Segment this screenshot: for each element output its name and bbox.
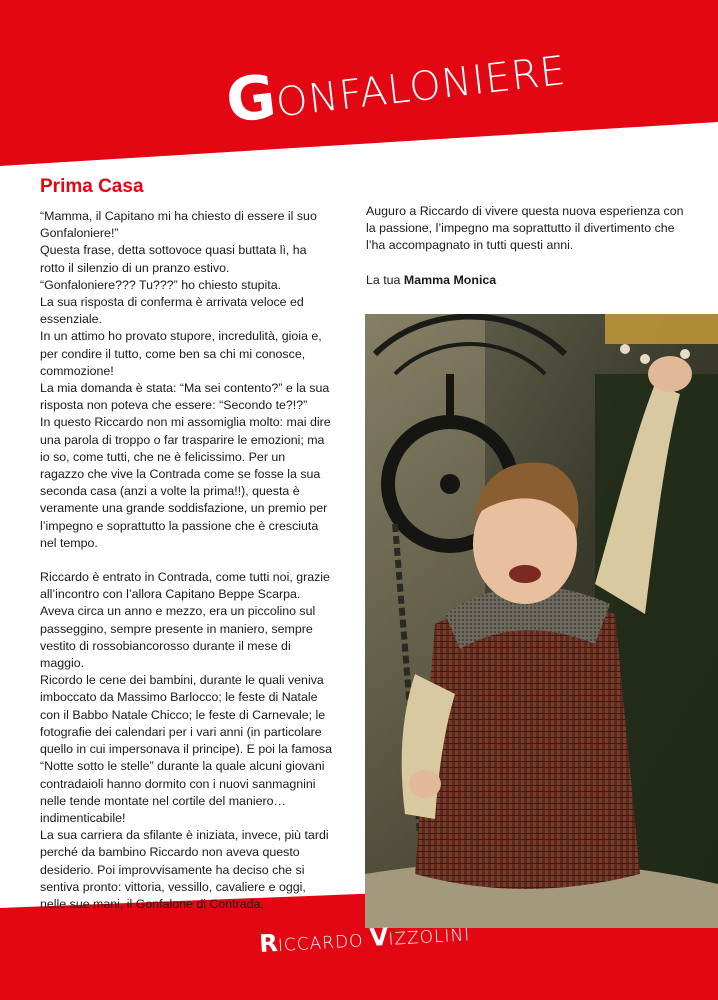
paragraph: La sua risposta di conferma è arrivata veloce ed essenziale. xyxy=(40,295,304,327)
portrait-photo-illustration xyxy=(365,314,718,928)
article-left-column xyxy=(40,208,332,913)
footer-last-rest: IZZOLINI xyxy=(387,925,471,950)
closing-paragraph: Auguro a Riccardo di vivere questa nuova esperienza con la passione, l’impegno ma soprattutto il divertimento che l’ha accompagnato in tutti questi anni. xyxy=(366,204,684,253)
paragraph-spacer xyxy=(366,255,686,272)
paragraph: Ricordo le cene dei bambini, durante le quali veniva imboccato da Massimo Barlocco; le feste di Natale con il Babbo Natale Chicco; le feste di Carnevale; le fotografie dei calendari per i vari anni (in particolare quello in cui impersonava il principe). E poi la famosa “Notte sotto le stelle” durante la quale alcuni giovani contradaioli hanno dormito con i nuovi sanmagnini nelle tende montate nel cortile del maniero…indimenticabile! xyxy=(40,673,333,825)
paragraph: “Gonfaloniere??? Tu???” ho chiesto stupita. xyxy=(40,277,282,292)
signature xyxy=(366,272,686,289)
paragraph: Questa frase, detta sottovoce quasi buttata lì, ha rotto il silenzio di un pranzo estivo. xyxy=(40,243,307,275)
paragraph: La sua carriera da sfilante è iniziata, invece, più tardi perché da bambino Riccardo non aveva questo desiderio. Poi improvvisamente ha deciso che si sentiva pronto: vittoria, vessillo, cavaliere e oggi, nelle sue mani, il Gonfalone di Contrada. xyxy=(40,828,329,911)
paragraph-spacer xyxy=(40,552,332,569)
paragraph: In un attimo ho provato stupore, incredulità, gioia e, per condire il tutto, come ben sa chi mi conosce, commozione! xyxy=(40,329,322,378)
page-title-initial: G xyxy=(222,61,280,137)
portrait-photo xyxy=(365,314,718,928)
page-title-rest: ONFALONIERE xyxy=(273,47,569,127)
footer-last-initial: V xyxy=(368,922,390,952)
paragraph: Riccardo è entrato in Contrada, come tutti noi, grazie all’incontro con l’allora Capitano Beppe Scarpa. Aveva circa un anno e mezzo, era un piccolino sul passeggino, sempre presente in maniero, sempre vestito di rossobiancorosso durante il mese di maggio. xyxy=(40,570,330,671)
paragraph: In questo Riccardo non mi assomiglia molto: mai dire una parola di troppo o far trasparire le emozioni; ma io so, come tutti, che ne è felicissimo. Per un ragazzo che vive la Contrada come se fosse la sua seconda casa (anzi a volte la prima!!), questa è veramente una grande soddisfazione, un premio per l’impegno e soprattutto la passione che è cresciuta nel tempo. xyxy=(40,415,331,550)
section-heading: Prima Casa xyxy=(40,176,144,197)
article-right-column xyxy=(366,203,686,289)
signature-name: Mamma Monica xyxy=(403,272,497,287)
paragraph: “Mamma, il Capitano mi ha chiesto di essere il suo Gonfaloniere!” xyxy=(40,209,317,241)
footer-first-initial: R xyxy=(258,929,279,958)
paragraph: La mia domanda è stata: “Ma sei contento?” e la sua risposta non poteva che essere: “Secondo te?!?” xyxy=(40,381,330,413)
signature-prefix: La tua xyxy=(366,272,404,287)
footer-first-rest: ICCARDO xyxy=(277,930,371,956)
